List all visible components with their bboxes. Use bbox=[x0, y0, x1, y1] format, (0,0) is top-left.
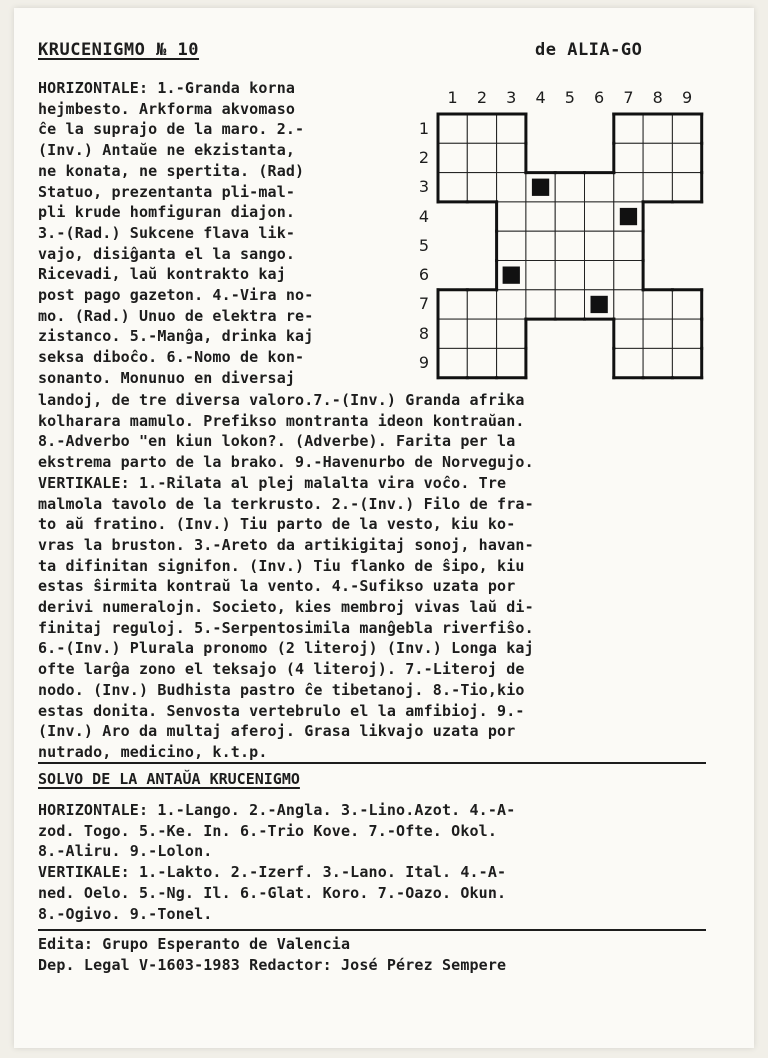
clue-line: VERTIKALE: 1.-Rilata al plej malalta vira voĉo. Tre bbox=[38, 473, 507, 492]
grid-cell[interactable] bbox=[585, 173, 614, 202]
grid-cell[interactable] bbox=[497, 114, 526, 143]
solution-title: SOLVO DE LA ANTAŬA KRUCENIGMO bbox=[38, 770, 300, 788]
footer-line: Dep. Legal V-1603-1983 Redactor: José Pérez Sempere bbox=[38, 955, 507, 974]
grid-cell[interactable] bbox=[438, 348, 467, 377]
column-number: 1 bbox=[447, 88, 458, 107]
clue-line: ofte larĝa zono el teksajo (4 literoj). 7.-Literoj de bbox=[38, 660, 525, 679]
clue-line: Ricevadi, laŭ kontrakto kaj bbox=[38, 265, 286, 284]
grid-cell[interactable] bbox=[526, 261, 555, 290]
grid-cell[interactable] bbox=[672, 114, 701, 143]
grid-cell[interactable] bbox=[614, 231, 643, 260]
grid-cell[interactable] bbox=[672, 173, 701, 202]
blocked-cell bbox=[591, 296, 608, 313]
footer-text bbox=[38, 934, 506, 975]
clue-line: ne konata, ne spertita. (Rad) bbox=[38, 161, 305, 180]
clue-line: ta difinitan signifon. (Inv.) Tiu flanko de ŝipo, kiu bbox=[38, 556, 525, 575]
grid-cell[interactable] bbox=[555, 173, 584, 202]
grid-cell[interactable] bbox=[585, 231, 614, 260]
solution-line: VERTIKALE: 1.-Lakto. 2.-Izerf. 3.-Lano. Ital. 4.-A- bbox=[38, 863, 507, 882]
row-number: 5 bbox=[418, 235, 430, 255]
clue-line: estas donita. Senvosta vertebrulo el la amfibioj. 9.- bbox=[38, 701, 525, 720]
grid-cell[interactable] bbox=[497, 319, 526, 348]
clue-line: 3.-(Rad.) Sukcene flava lik- bbox=[38, 223, 296, 242]
grid-cell[interactable] bbox=[643, 348, 672, 377]
clue-line: post pago gazeton. 4.-Vira no- bbox=[38, 286, 314, 305]
grid-cell[interactable] bbox=[643, 143, 672, 172]
column-number: 5 bbox=[564, 88, 575, 107]
column-number: 4 bbox=[535, 88, 546, 107]
grid-cell[interactable] bbox=[672, 319, 701, 348]
grid-cell[interactable] bbox=[467, 114, 496, 143]
divider-bottom bbox=[38, 929, 706, 931]
clue-line: vras la bruston. 3.-Areto da artikigitaj sonoj, havan- bbox=[38, 535, 534, 554]
grid-cell[interactable] bbox=[467, 348, 496, 377]
blocked-cell bbox=[620, 208, 637, 225]
grid-cell[interactable] bbox=[555, 290, 584, 319]
grid-cell[interactable] bbox=[555, 202, 584, 231]
row-number: 6 bbox=[418, 265, 430, 285]
grid-cell[interactable] bbox=[526, 202, 555, 231]
clue-line: (Inv.) Aro da multaj aferoj. Grasa likvajo uzata por bbox=[38, 722, 516, 741]
grid-cell[interactable] bbox=[614, 348, 643, 377]
solution-line: zod. Togo. 5.-Ke. In. 6.-Trio Kove. 7.-Ofte. Okol. bbox=[38, 821, 498, 840]
grid-cell[interactable] bbox=[672, 290, 701, 319]
footer-line: Edita: Grupo Esperanto de Valencia bbox=[38, 935, 351, 953]
clue-line: to aŭ fratino. (Inv.) Tiu parto de la vesto, kiu ko- bbox=[38, 515, 516, 534]
grid-cell[interactable] bbox=[438, 290, 467, 319]
clue-line: estas ŝirmita kontraŭ la vento. 4.-Sufikso uzata por bbox=[38, 577, 516, 596]
grid-cell[interactable] bbox=[438, 319, 467, 348]
grid-cell[interactable] bbox=[643, 173, 672, 202]
solution-line: 8.-Aliru. 9.-Lolon. bbox=[38, 842, 213, 861]
clue-line: 6.-(Inv.) Plurala pronomo (2 literoj) (Inv.) Longa kaj bbox=[38, 639, 534, 658]
column-number: 6 bbox=[594, 88, 605, 107]
grid-cell[interactable] bbox=[614, 319, 643, 348]
clue-line: nutrado, medicino, k.t.p. bbox=[38, 742, 268, 761]
grid-cell[interactable] bbox=[585, 202, 614, 231]
grid-cell[interactable] bbox=[497, 143, 526, 172]
row-number: 1 bbox=[418, 118, 430, 138]
solution-line: ned. Oelo. 5.-Ng. Il. 6.-Glat. Koro. 7.-Oazo. Okun. bbox=[38, 883, 507, 902]
solution-line: HORIZONTALE: 1.-Lango. 2.-Angla. 3.-Lino.Azot. 4.-A- bbox=[38, 801, 516, 819]
clue-line: ĉe la suprajo de la maro. 2.- bbox=[38, 120, 305, 139]
row-number: 7 bbox=[418, 294, 430, 314]
grid-cell[interactable] bbox=[614, 114, 643, 143]
grid-cell[interactable] bbox=[643, 290, 672, 319]
row-number: 9 bbox=[418, 353, 430, 373]
grid-cell[interactable] bbox=[497, 348, 526, 377]
clue-line: malmola tavolo de la terkrusto. 2.-(Inv.) Filo de fra- bbox=[38, 494, 534, 513]
clue-line: pli krude homfiguran diajon. bbox=[38, 203, 296, 222]
grid-cell[interactable] bbox=[497, 231, 526, 260]
clue-line: vajo, disiĝanta el la sango. bbox=[38, 244, 296, 263]
grid-cell[interactable] bbox=[497, 290, 526, 319]
clue-line: finitaj reguloj. 5.-Serpentosimila manĝebla riverfiŝo. bbox=[38, 618, 534, 637]
clue-line: kolharara mamulo. Prefikso montranta ideon kontraŭan. bbox=[38, 411, 525, 430]
clue-line: 8.-Adverbo "en kiun lokon?. (Adverbe). Farita per la bbox=[38, 432, 516, 451]
row-number: 8 bbox=[418, 323, 430, 343]
grid-cell[interactable] bbox=[438, 173, 467, 202]
grid-cell[interactable] bbox=[467, 173, 496, 202]
clue-line: sonanto. Monunuo en diversaj bbox=[38, 368, 296, 387]
clue-line: landoj, de tre diversa valoro.7.-(Inv.) Granda afrika bbox=[38, 391, 525, 409]
clue-line: mo. (Rad.) Unuo de elektra re- bbox=[38, 306, 314, 325]
grid-cell[interactable] bbox=[585, 261, 614, 290]
grid-cell[interactable] bbox=[497, 173, 526, 202]
solution-line: 8.-Ogivo. 9.-Tonel. bbox=[38, 904, 213, 923]
row-number: 2 bbox=[418, 147, 430, 167]
column-number: 3 bbox=[506, 88, 517, 107]
clue-line: ekstrema parto de la brako. 9.-Havenurbo de Norvegujo. bbox=[38, 453, 534, 472]
crossword-title: KRUCENIGMO № 10 bbox=[38, 40, 200, 60]
solution-text bbox=[38, 800, 515, 924]
column-number: 8 bbox=[652, 88, 663, 107]
blocked-cell bbox=[532, 179, 549, 196]
grid-cell[interactable] bbox=[643, 114, 672, 143]
horizontal-clues-left bbox=[38, 78, 313, 389]
clue-line: derivi numeralojn. Societo, kies membroj vivas laŭ di- bbox=[38, 598, 534, 617]
grid-cell[interactable] bbox=[614, 143, 643, 172]
grid-cell[interactable] bbox=[672, 348, 701, 377]
clue-line: (Inv.) Antaŭe ne ekzistanta, bbox=[38, 141, 296, 160]
clue-line: nodo. (Inv.) Budhista pastro ĉe tibetanoj. 8.-Tio,kio bbox=[38, 680, 525, 699]
grid-cell[interactable] bbox=[555, 261, 584, 290]
grid-cell[interactable] bbox=[614, 173, 643, 202]
grid-cell[interactable] bbox=[672, 143, 701, 172]
grid-cell[interactable] bbox=[555, 231, 584, 260]
clue-line: hejmbesto. Arkforma akvomaso bbox=[38, 99, 296, 118]
grid-cell[interactable] bbox=[526, 290, 555, 319]
grid-cell[interactable] bbox=[614, 290, 643, 319]
column-number: 7 bbox=[623, 88, 634, 107]
grid-cell[interactable] bbox=[614, 261, 643, 290]
grid-cell[interactable] bbox=[467, 290, 496, 319]
crossword-grid bbox=[436, 112, 706, 380]
grid-cell[interactable] bbox=[467, 143, 496, 172]
column-number: 9 bbox=[681, 88, 693, 107]
clue-line: HORIZONTALE: 1.-Granda korna bbox=[38, 79, 296, 97]
row-number: 3 bbox=[418, 177, 430, 197]
grid-cell[interactable] bbox=[526, 231, 555, 260]
grid-cell[interactable] bbox=[643, 319, 672, 348]
blocked-cell bbox=[503, 267, 520, 284]
column-number: 2 bbox=[476, 88, 488, 107]
grid-cell[interactable] bbox=[497, 202, 526, 231]
grid-cell[interactable] bbox=[438, 114, 467, 143]
grid-cell[interactable] bbox=[467, 319, 496, 348]
author-label: de ALIA-GO bbox=[535, 40, 643, 60]
row-number: 4 bbox=[418, 206, 430, 226]
clue-line: Statuo, prezentanta pli-mal- bbox=[38, 182, 296, 201]
clue-line: seksa diboĉo. 6.-Nomo de kon- bbox=[38, 348, 305, 367]
grid-cell[interactable] bbox=[438, 143, 467, 172]
clues-full-width bbox=[38, 390, 534, 763]
divider-top bbox=[38, 762, 706, 764]
clue-line: zistanco. 5.-Manĝa, drinka kaj bbox=[38, 327, 314, 346]
